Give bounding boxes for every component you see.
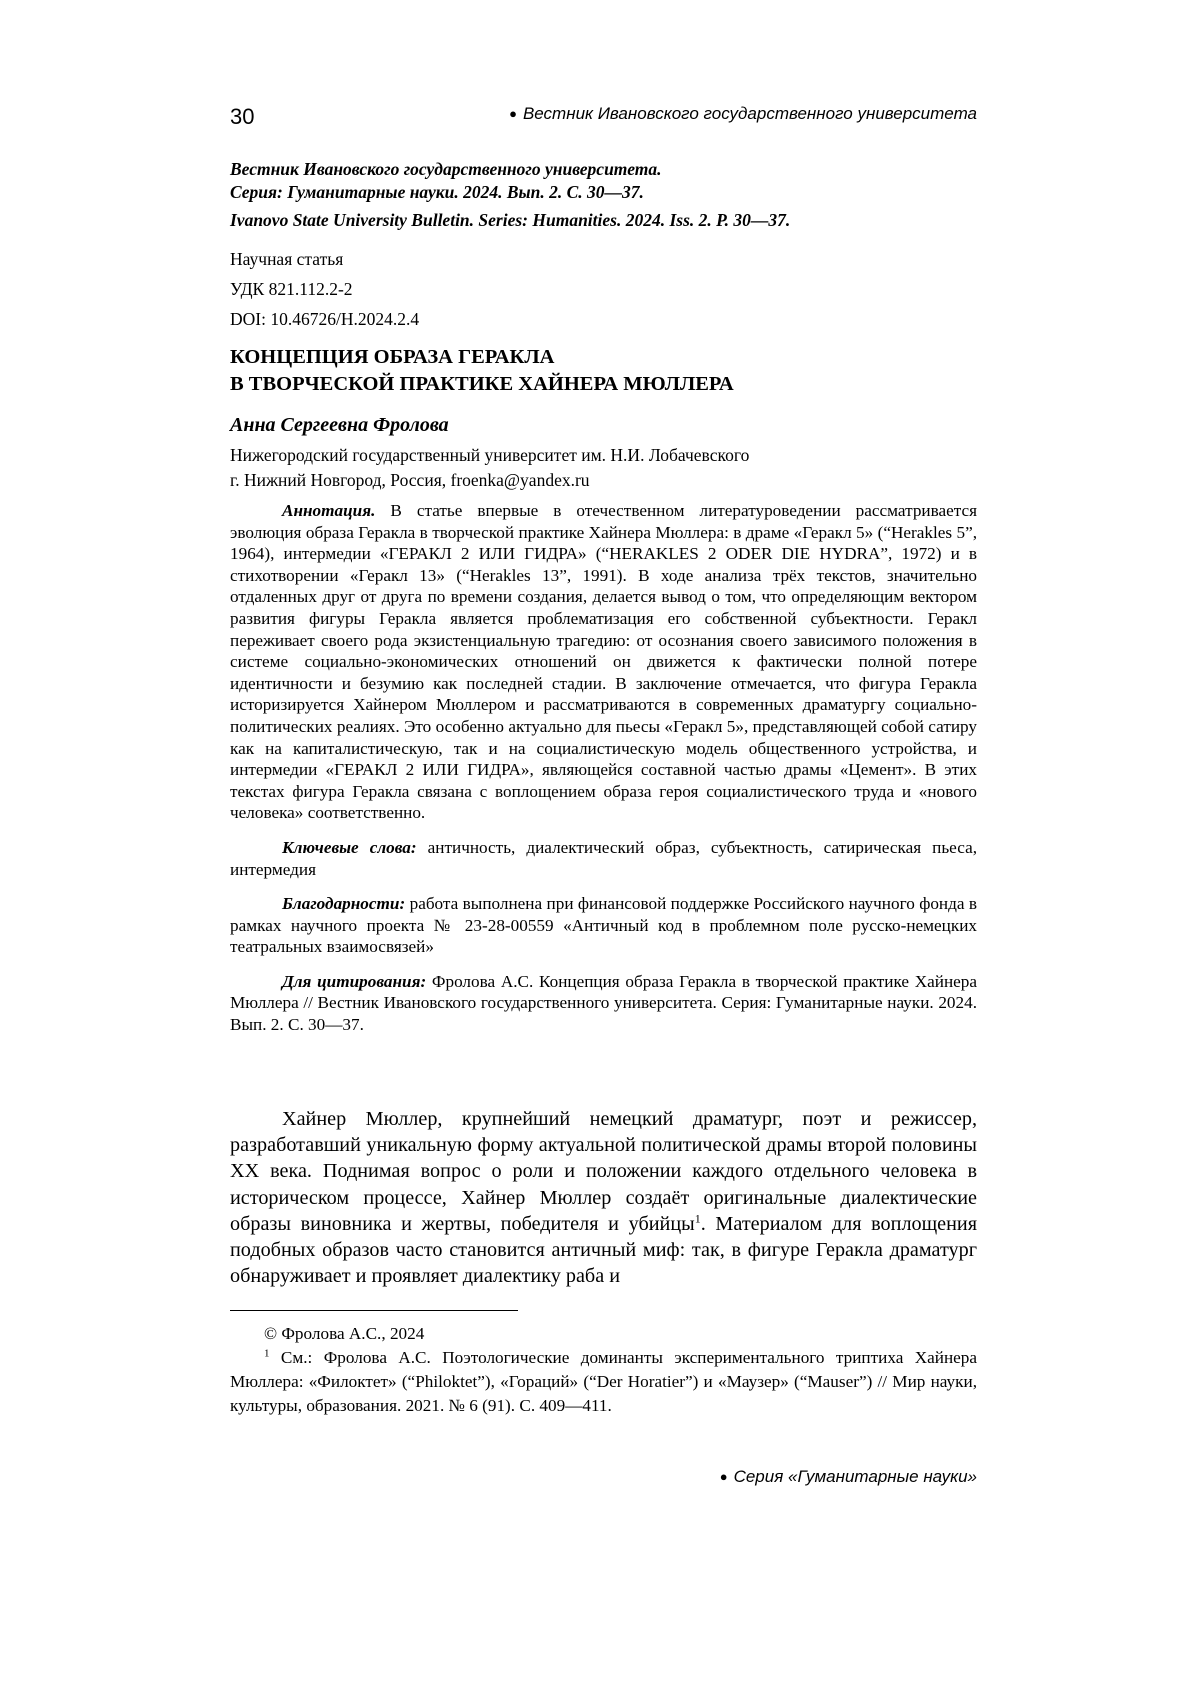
abstract-label: Аннотация.: [282, 501, 375, 520]
body-paragraph: [230, 1106, 977, 1289]
running-foot: [720, 1467, 977, 1487]
author-affiliation-block: [230, 443, 749, 493]
author-name: Анна Сергеевна Фролова: [230, 414, 449, 437]
author-affiliation: Нижегородский государственный университет им. Н.И. Лобачевского: [230, 443, 749, 468]
keywords: [230, 837, 977, 880]
footnote-divider: [230, 1310, 518, 1311]
running-head: [230, 100, 977, 134]
body-paragraph-text-b: . Материалом для воплощения подобных образов часто становится античный миф: так, в фигуре Геракла драматург обнаруживает и проявляет диалектику раба и: [230, 1213, 977, 1287]
udc-code: УДК 821.112.2-2: [230, 274, 419, 304]
keywords-label: Ключевые слова:: [282, 838, 417, 857]
abstract-area: [230, 500, 977, 1049]
article-title: [230, 344, 734, 398]
series-name: Серия «Гуманитарные науки»: [734, 1467, 977, 1486]
running-head-journal-title: Вестник Ивановского государственного университета: [523, 104, 977, 123]
journal-citation-block: [230, 158, 977, 232]
keywords-text: античность, диалектический образ, субъектность, сатирическая пьеса, интермедия: [230, 838, 977, 879]
bullet-icon: ●: [509, 106, 517, 121]
citation-ru-line2: Серия: Гуманитарные науки. 2024. Вып. 2. С. 30—37.: [230, 181, 977, 204]
body-paragraph-text-a: Хайнер Мюллер, крупнейший немецкий драматург, поэт и режиссер, разработавший уникальную форму актуальной политической драмы второй половины XX века. Поднимая вопрос о роли и положении каждого отдельного человека в историческом процессе, Хайнер Мюллер создаёт оригинальные диалектические образы виновника и жертвы, победителя и убийцы: [230, 1108, 977, 1235]
author-location-email: г. Нижний Новгород, Россия, froenka@yandex.ru: [230, 468, 749, 493]
cite-as-text: Фролова А.С. Концепция образа Геракла в творческой практике Хайнера Мюллера // Вестник Ивановского государственного университета. Серия: Гуманитарные науки. 2024. Вып. 2. С. 30—37.: [230, 972, 977, 1034]
copyright-note: © Фролова А.С., 2024: [230, 1322, 977, 1346]
article-type: Научная статья: [230, 244, 419, 274]
footnotes: [230, 1322, 977, 1418]
article-title-line1: КОНЦЕПЦИЯ ОБРАЗА ГЕРАКЛА: [230, 344, 734, 371]
acknowledgments: [230, 893, 977, 958]
footnote-1-number: 1: [264, 1347, 270, 1359]
acknowledgments-label: Благодарности:: [282, 894, 405, 913]
footnote-1-text: См.: Фролова А.С. Поэтологические доминанты экспериментального триптиха Хайнера Мюллера: «Филоктет» (“Philoktet”), «Гораций» (“Der Horatier”) и «Маузер» (“Mauser”) // Мир науки, культуры, образования. 2021. № 6 (91). С. 409—411.: [230, 1348, 977, 1415]
abstract: [230, 500, 977, 824]
cite-as-label: Для цитирования:: [282, 972, 426, 991]
page-number: 30: [230, 104, 254, 130]
citation-en: Ivanovo State University Bulletin. Series: Humanities. 2024. Iss. 2. P. 30—37.: [230, 209, 977, 232]
bullet-icon: ●: [720, 1469, 728, 1484]
acknowledgments-text: работа выполнена при финансовой поддержке Российского научного фонда в рамках научного проекта № 23-28-00559 «Античный код в проблемном поле русско-немецких театральных взаимосвязей»: [230, 894, 977, 956]
article-meta: [230, 244, 419, 334]
footnote-1: [230, 1346, 977, 1418]
citation-ru-line1: Вестник Ивановского государственного университета.: [230, 158, 977, 181]
footnote-reference: 1: [695, 1211, 701, 1225]
article-title-line2: В ТВОРЧЕСКОЙ ПРАКТИКЕ ХАЙНЕРА МЮЛЛЕРА: [230, 371, 734, 398]
abstract-text: В статье впервые в отечественном литературоведении рассматривается эволюция образа Геракла в творческой практике Хайнера Мюллера: в драме «Геракл 5» (“Herakles 5”, 1964), интермедии «ГЕРАКЛ 2 ИЛИ ГИДРА» (“HERAKLES 2 ODER DIE HYDRA”, 1972) и в стихотворении «Геракл 13» (“Herakles 13”, 1991). В ходе анализа трёх текстов, значительно отдаленных друг от друга по времени создания, делается вывод о том, что определяющим вектором развития фигуры Геракла является проблематизация его собственной субъектности. Геракл переживает своего рода экзистенциальную трагедию: от осознания своего зависимого положения в системе социально-экономических отношений он движется к фактически полной потере идентичности и безумию как последней стадии. В заключение отмечается, что фигура Геракла историзируется Хайнером Мюллером и рассматриваются в современных драматургу социально-политических реалиях. Это особенно актуально для пьесы «Геракл 5», представляющей собой сатиру как на капиталистическую, так и на социалистическую модель общественного устройства, и интермедии «ГЕРАКЛ 2 ИЛИ ГИДРА», являющейся составной частью драмы «Цемент». В этих текстах фигура Геракла связана с воплощением образа героя социалистического труда и «нового человека» соответственно.: [230, 501, 977, 822]
running-head-journal: [509, 104, 977, 124]
cite-as: [230, 971, 977, 1036]
doi: DOI: 10.46726/H.2024.2.4: [230, 304, 419, 334]
